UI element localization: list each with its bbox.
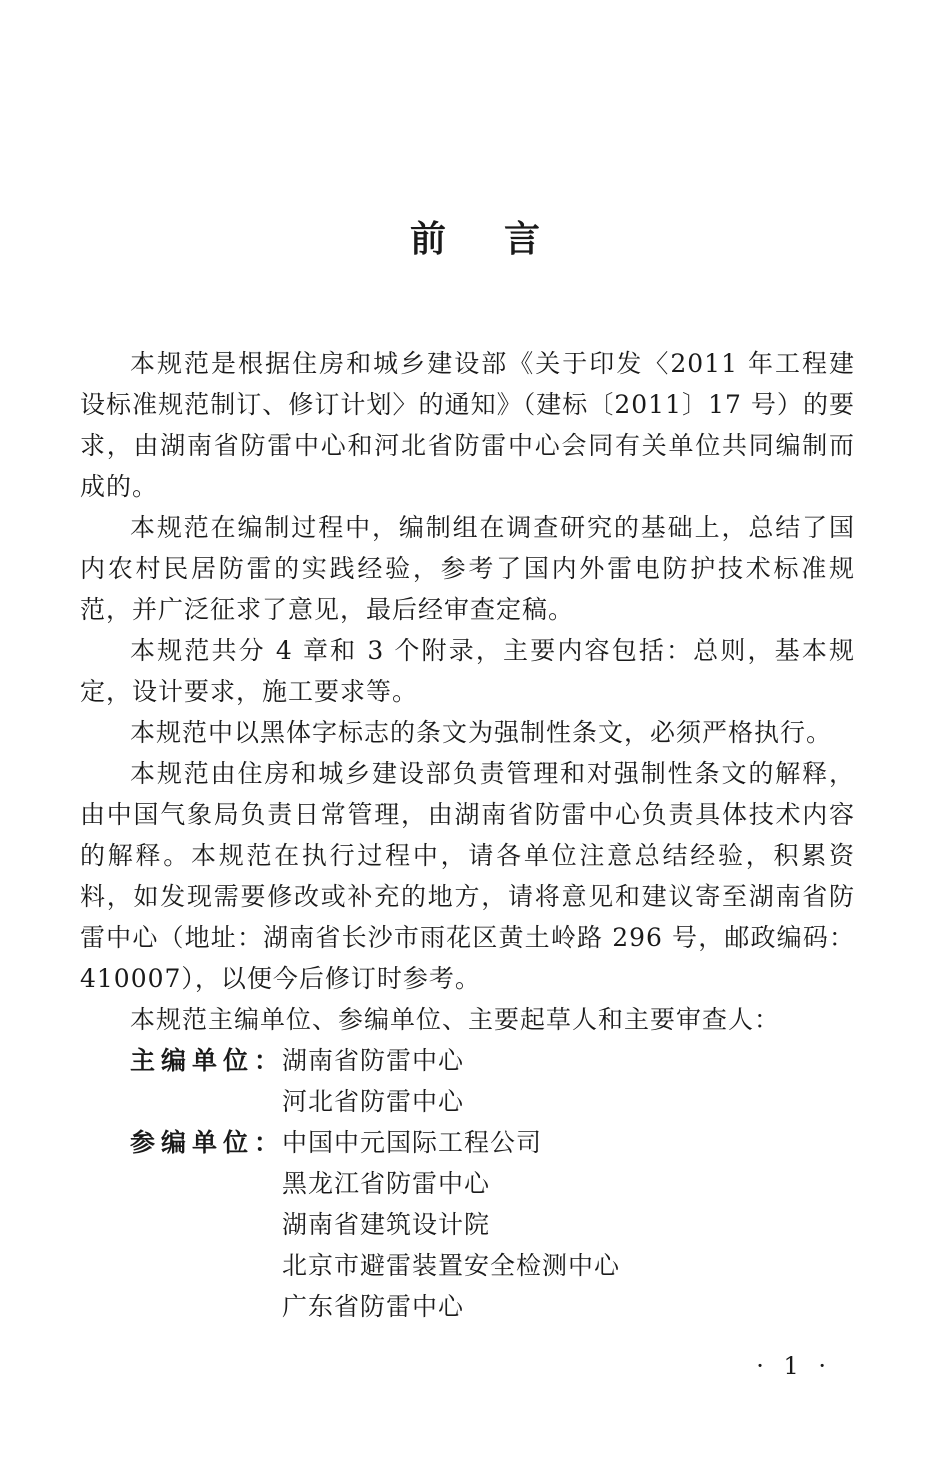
participating-unit-row	[80, 1245, 855, 1286]
paragraph-1: 本规范是根据住房和城乡建设部《关于印发〈2011 年工程建设标准规范制订、修订计划〉的通知》（建标〔2011〕17 号）的要求，由湖南省防雷中心和河北省防雷中心会同有关单位共同编制而成的。	[80, 349, 855, 501]
chief-unit-row	[80, 1081, 855, 1122]
participating-units-label: 参编单位：	[130, 1128, 286, 1157]
paragraph-4: 本规范中以黑体字标志的条文为强制性条文，必须严格执行。	[130, 718, 833, 747]
page-title: 前言	[409, 219, 598, 260]
participating-unit-name: 广东省防雷中心	[282, 1292, 465, 1321]
paragraph-6: 本规范主编单位、参编单位、主要起草人和主要审查人：	[130, 1005, 781, 1034]
participating-unit-name: 黑龙江省防雷中心	[282, 1169, 491, 1198]
chief-unit-name: 河北省防雷中心	[282, 1087, 465, 1116]
chief-units-label: 主编单位：	[130, 1046, 286, 1075]
participating-unit-row	[80, 1122, 855, 1163]
participating-unit-row	[80, 1163, 855, 1204]
chief-unit-name: 湖南省防雷中心	[282, 1046, 465, 1075]
chief-units-list	[80, 1040, 855, 1122]
paragraph-2: 本规范在编制过程中，编制组在调查研究的基础上，总结了国内农村民居防雷的实践经验，参考了国内外雷电防护技术标准规范，并广泛征求了意见，最后经审查定稿。	[80, 513, 855, 624]
chief-unit-row	[80, 1040, 855, 1081]
preface-body	[80, 343, 855, 1327]
participating-unit-name: 中国中元国际工程公司	[282, 1128, 543, 1157]
paragraph-3: 本规范共分 4 章和 3 个附录，主要内容包括：总则，基本规定，设计要求，施工要求等。	[80, 636, 855, 706]
participating-unit-row	[80, 1204, 855, 1245]
participating-unit-row	[80, 1286, 855, 1327]
page-number: · 1 ·	[756, 1352, 832, 1380]
paragraph-5: 本规范由住房和城乡建设部负责管理和对强制性条文的解释，由中国气象局负责日常管理，由湖南省防雷中心负责具体技术内容的解释。本规范在执行过程中，请各单位注意总结经验，积累资料，如发现需要修改或补充的地方，请将意见和建议寄至湖南省防雷中心（地址：湖南省长沙市雨花区黄土岭路 296 号，邮政编码：410007），以便今后修订时参考。	[80, 759, 855, 993]
participating-unit-name: 湖南省建筑设计院	[282, 1210, 491, 1239]
participating-units-list	[80, 1122, 855, 1327]
participating-unit-name: 北京市避雷装置安全检测中心	[282, 1251, 621, 1280]
